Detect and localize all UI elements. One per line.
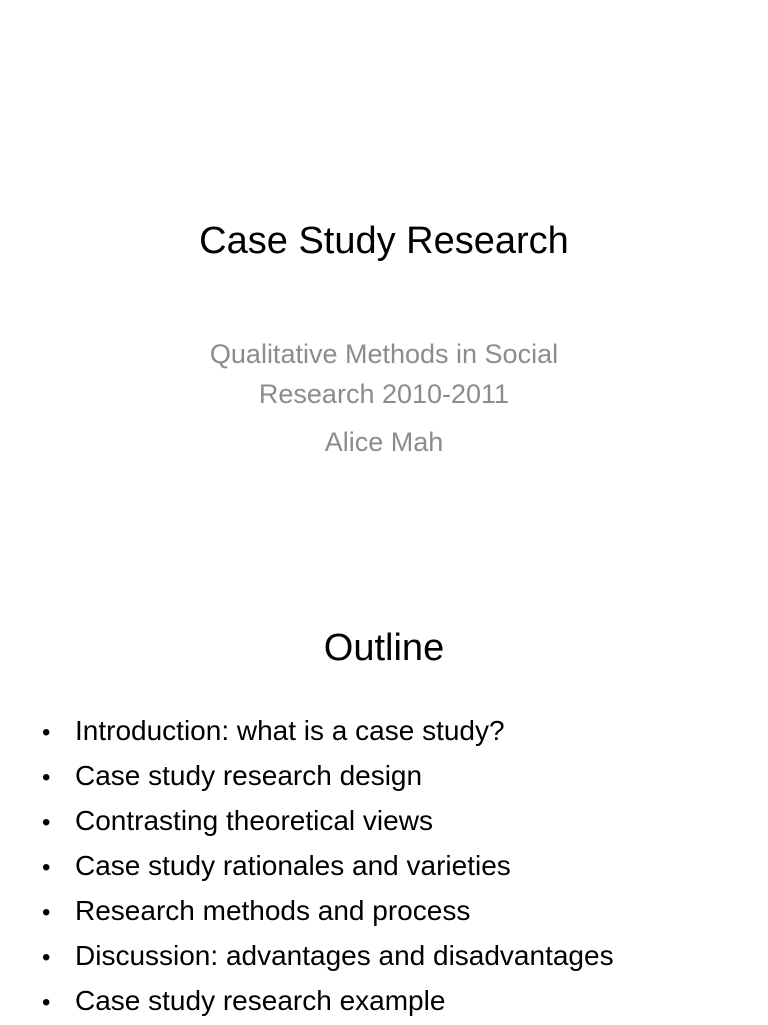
outline-item-label: Research methods and process (75, 895, 471, 926)
outline-item-theoretical-views (42, 798, 742, 843)
outline-item-discussion (42, 933, 742, 978)
outline-item-research-design (42, 753, 742, 798)
bullet-icon: • (42, 899, 51, 926)
bullet-icon: • (42, 719, 51, 746)
outline-item-label: Introduction: what is a case study? (75, 715, 505, 746)
bullet-icon: • (42, 854, 51, 881)
outline-item-label: Discussion: advantages and disadvantages (75, 940, 614, 971)
outline-slide (0, 576, 768, 1024)
outline-list (42, 708, 742, 1023)
outline-item-example (42, 978, 742, 1023)
slide-title: Case Study Research (199, 220, 569, 262)
outline-item-label: Case study rationales and varieties (75, 850, 511, 881)
outline-title: Outline (323, 627, 445, 669)
bullet-icon: • (42, 764, 51, 791)
bullet-icon: • (42, 989, 51, 1016)
bullet-icon: • (42, 809, 51, 836)
subtitle-line-1: Qualitative Methods in Social (209, 339, 559, 369)
slide-subtitle (0, 334, 768, 414)
author-name: Alice Mah (324, 427, 444, 457)
subtitle-line-2: Research 2010-2011 (258, 379, 510, 409)
outline-item-label: Contrasting theoretical views (75, 805, 433, 836)
outline-item-methods (42, 888, 742, 933)
outline-item-label: Case study research example (75, 985, 446, 1016)
outline-item-introduction (42, 708, 742, 753)
outline-item-rationales (42, 843, 742, 888)
bullet-icon: • (42, 944, 51, 971)
outline-item-label: Case study research design (75, 760, 423, 791)
